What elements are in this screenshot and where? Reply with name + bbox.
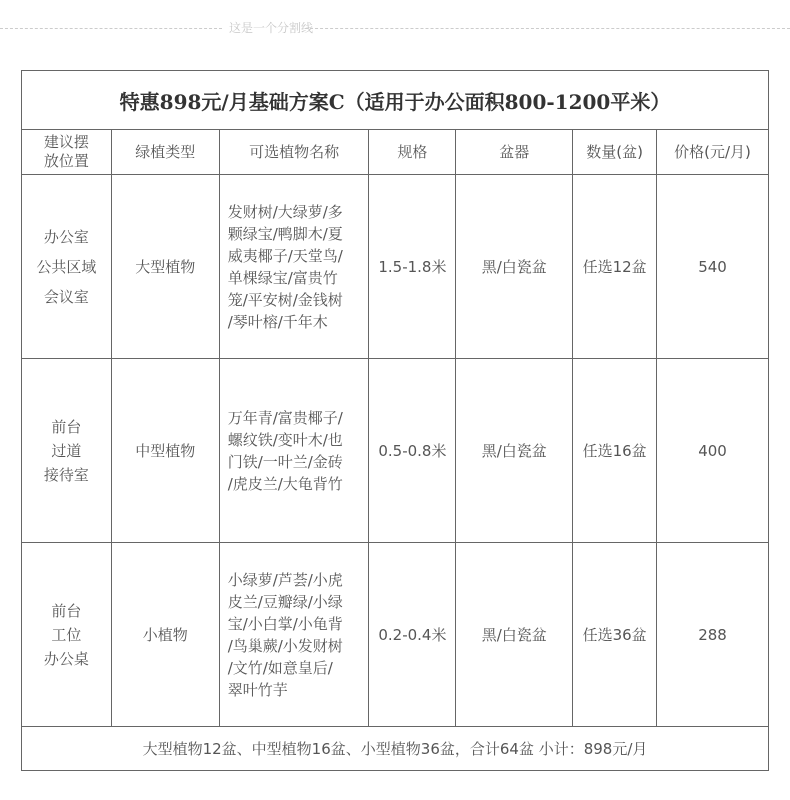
qty-cell: 任选12盆 — [573, 175, 657, 359]
type-cell: 小植物 — [111, 543, 219, 727]
price-cell: 288 — [657, 543, 769, 727]
table-row — [22, 175, 769, 359]
header-location: 建议摆 放位置 — [22, 130, 112, 175]
header-type: 绿植类型 — [111, 130, 219, 175]
section-divider — [0, 20, 790, 36]
spec-cell: 0.2-0.4米 — [369, 543, 456, 727]
price-cell: 400 — [657, 359, 769, 543]
pot-cell: 黑/白瓷盆 — [456, 359, 573, 543]
spec-cell: 1.5-1.8米 — [369, 175, 456, 359]
plant-names-cell: 小绿萝/芦荟/小虎 皮兰/豆瓣绿/小绿 宝/小白掌/小龟背 /鸟巢蕨/小发财树 /文竹/如意皇后/ 翠叶竹芋 — [219, 543, 369, 727]
price-cell: 540 — [657, 175, 769, 359]
qty-cell: 任选36盆 — [573, 543, 657, 727]
header-spec: 规格 — [369, 130, 456, 175]
header-price: 价格(元/月) — [657, 130, 769, 175]
location-cell: 前台 工位 办公桌 — [22, 543, 112, 727]
table-row — [22, 543, 769, 727]
plant-names-cell: 万年青/富贵椰子/ 螺纹铁/变叶木/也 门铁/一叶兰/金砖 /虎皮兰/大龟背竹 — [219, 359, 369, 543]
header-row — [22, 130, 769, 175]
pot-cell: 黑/白瓷盆 — [456, 175, 573, 359]
table-row — [22, 359, 769, 543]
plant-names-cell: 发财树/大绿萝/多 颗绿宝/鸭脚木/夏 威夷椰子/天堂鸟/ 单棵绿宝/富贵竹 笼/平安树/金钱树 /琴叶榕/千年木 — [219, 175, 369, 359]
header-pot: 盆器 — [456, 130, 573, 175]
location-cell: 办公室 公共区域 会议室 — [22, 175, 112, 359]
header-names: 可选植物名称 — [219, 130, 369, 175]
divider-text: 这是一个分割线 — [229, 21, 314, 35]
location-cell: 前台 过道 接待室 — [22, 359, 112, 543]
header-qty: 数量(盆) — [573, 130, 657, 175]
plan-table — [21, 70, 769, 771]
type-cell: 大型植物 — [111, 175, 219, 359]
qty-cell: 任选16盆 — [573, 359, 657, 543]
divider-line-right — [305, 28, 790, 29]
divider-line-left — [0, 28, 222, 29]
spec-cell: 0.5-0.8米 — [369, 359, 456, 543]
type-cell: 中型植物 — [111, 359, 219, 543]
footer-summary: 大型植物12盆、中型植物16盆、小型植物36盆，合计64盆 小计：898元/月 — [22, 727, 769, 771]
pot-cell: 黑/白瓷盆 — [456, 543, 573, 727]
table-title: 特惠898元/月基础方案C（适用于办公面积800-1200平米） — [22, 71, 769, 130]
